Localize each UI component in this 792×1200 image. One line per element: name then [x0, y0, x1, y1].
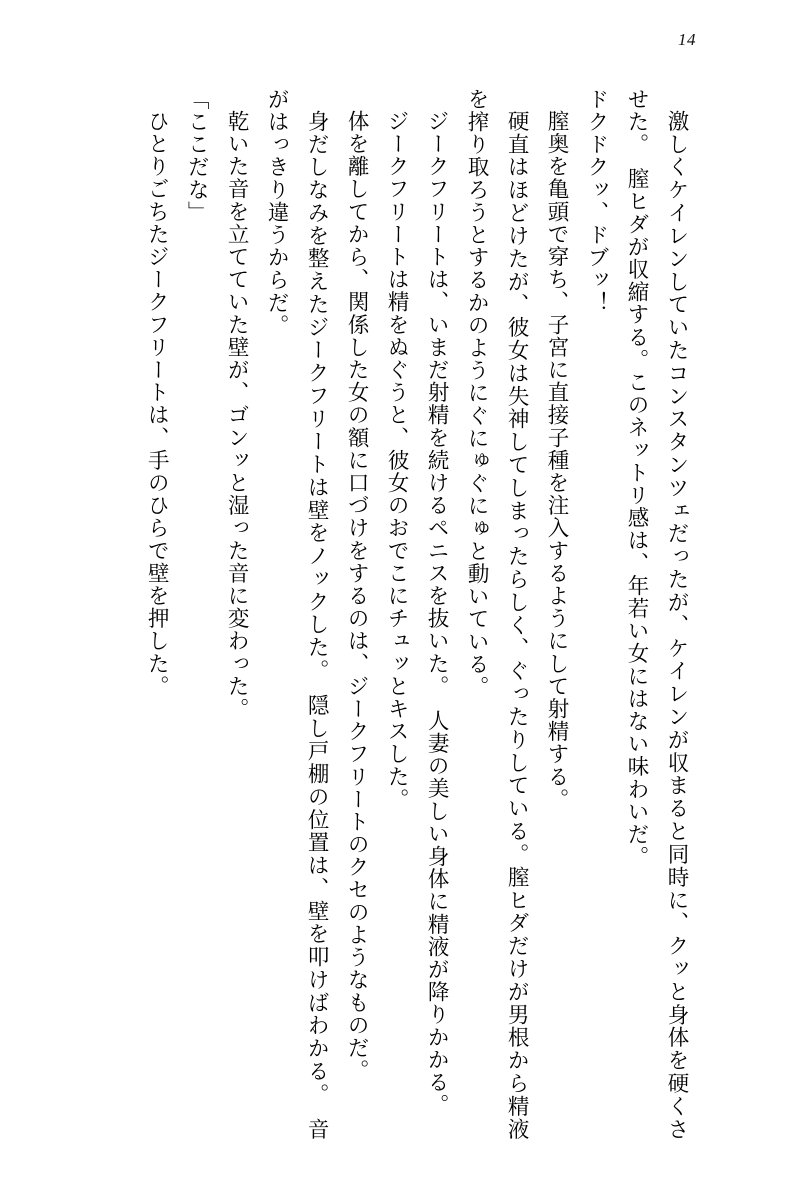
paragraph: ジークフリートは、いまだ射精を続けるペニスを抜いた。 人妻の美しい身体に精液が降りかかる。: [425, 109, 450, 1116]
page-text-body: [56, 88, 696, 1140]
paragraph: 硬直はほどけたが、彼女は失神してしまったらしく、ぐったりしている。膣ヒダだけが男根から精液を搾り取ろうとするかのようにぐにゅぐにゅと動いている。: [465, 88, 530, 1140]
paragraph: ひとりごちたジークフリートは、手のひらで壁を押した。: [145, 109, 170, 698]
paragraph: 身だしなみを整えたジークフリートは壁をノックした。 隠し戸棚の位置は、壁を叩けばわかる。 音がはっきり違うからだ。: [265, 88, 330, 1140]
page-number: 14: [678, 30, 696, 49]
paragraph: 「ここだな」: [185, 88, 210, 224]
paragraph: ドクドクッ、ドブッ！: [585, 88, 610, 314]
paragraph: 激しくケイレンしていたコンスタンツェだったが、ケイレンが収まると同時に、クッと身体を硬くさせた。 膣ヒダが収縮する。このネットリ感は、年若い女にはない味わいだ。: [625, 88, 689, 1140]
paragraph: 膣奥を亀頭で穿ち、子宮に直接子種を注入するようにして射精する。: [545, 109, 570, 811]
paragraph: 乾いた音を立てていた壁が、ゴンッと湿った音に変わった。: [225, 109, 250, 720]
paragraph: 体を離してから、関係した女の額に口づけをするのは、ジークフリートのクセのようなものだ。: [345, 109, 370, 1082]
paragraph: ジークフリートは精をぬぐうと、彼女のおでこにチュッとキスした。: [385, 109, 410, 811]
